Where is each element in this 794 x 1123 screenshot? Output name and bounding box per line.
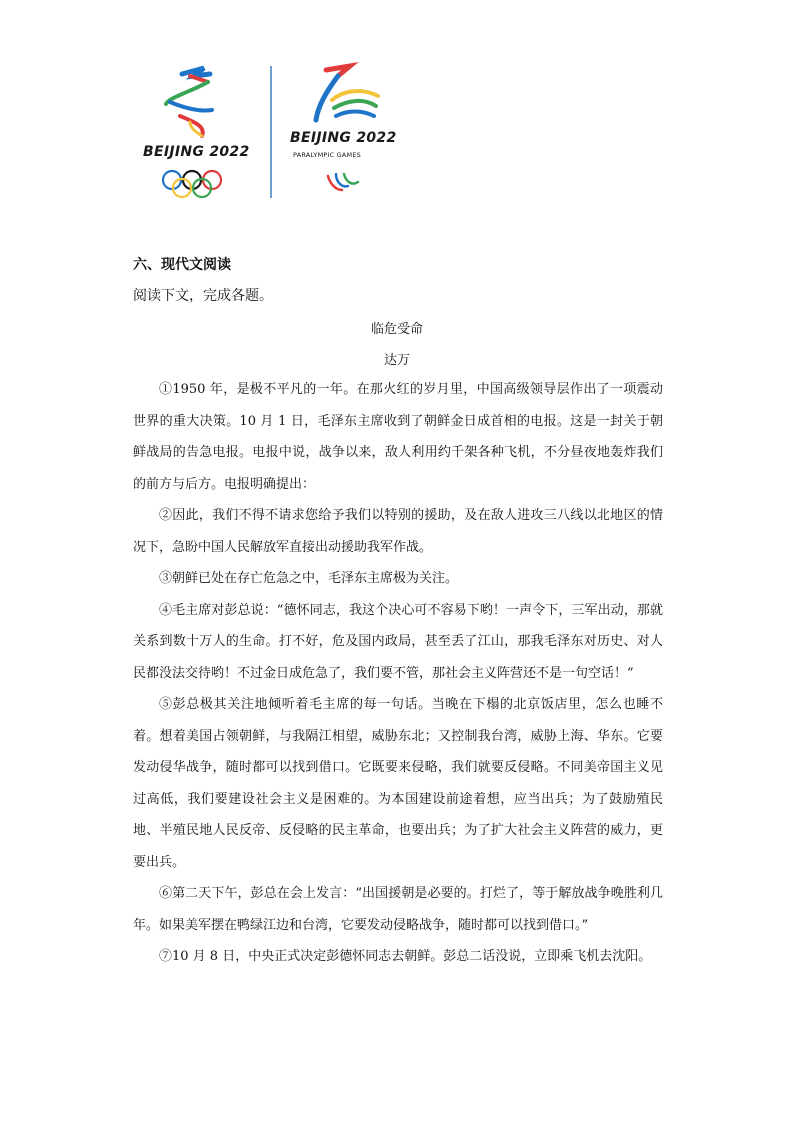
section-heading: 六、现代文阅读 [133, 257, 231, 273]
olympic-rings-icon [163, 171, 221, 197]
paralympic-subtitle: PARALYMPIC GAMES [293, 151, 361, 159]
beijing-2022-logos [143, 62, 420, 202]
article-author: 达万 [383, 353, 410, 368]
paragraph-7: ⑦10 月 8 日，中央正式决定彭德怀同志去朝鲜。彭总二话没说，立即乘飞机去沈阳。 [159, 949, 652, 964]
paralympic-wordmark: BEIJING 2022 [290, 130, 397, 146]
olympic-wordmark: BEIJING 2022 [143, 144, 250, 160]
paragraph-1: ①1950 年，是极不平凡的一年。在那火红的岁月里，中国高级领导层作出了一项震动世界的重大决策。10 月 1 日，毛泽东主席收到了朝鲜金日成首相的电报。这是一封关于朝鲜战局的告急电报。电报中说，战争以来，敌人利用约千架各种飞机，不分昼夜地轰炸我们的前方与后方。电报明确提出： [133, 382, 663, 492]
paragraph-6: ⑥第二天下午，彭总在会上发言：“出国援朝是必要的。打烂了，等于解放战争晚胜利几年。如果美军摆在鸭绿江边和台湾，它要发动侵略战争，随时都可以找到借口。” [133, 886, 663, 933]
article-body [133, 374, 663, 973]
paragraph-2: ②因此，我们不得不请求您给予我们以特别的援助，及在敌人进攻三八线以北地区的情况下，急盼中国人民解放军直接出动援助我军作战。 [133, 508, 663, 555]
paralympic-emblem-icon [316, 66, 378, 120]
olympic-emblem-icon [166, 68, 212, 136]
agitos-icon [328, 174, 358, 190]
instruction-text: 阅读下文，完成各题。 [133, 288, 273, 304]
article-title: 临危受命 [370, 322, 423, 337]
paragraph-4: ④毛主席对彭总说：“德怀同志，我这个决心可不容易下哟！一声令下，三军出动，那就关系到数十万人的生命。打不好，危及国内政局，甚至丢了江山，那我毛泽东对历史、对人民都没法交待哟！不过金日成危急了，我们要不管，那社会主义阵营还不是一句空话！” [133, 602, 663, 681]
paragraph-5: ⑤彭总极其关注地倾听着毛主席的每一句话。当晚在下榻的北京饭店里，怎么也睡不着。想着美国占领朝鲜，与我隔江相望，威胁东北；又控制我台湾，威胁上海、华东。它要发动侵华战争，随时都可以找到借口。它既要来侵略，我们就要反侵略。不同美帝国主义见过高低，我们要建设社会主义是困难的。为本国建设前途着想，应当出兵；为了鼓励殖民地、半殖民地人民反帝、反侵略的民主革命，也要出兵；为了扩大社会主义阵营的威力，更要出兵。 [133, 697, 663, 870]
paragraph-3: ③朝鲜已处在存亡危急之中，毛泽东主席极为关注。 [159, 571, 459, 586]
